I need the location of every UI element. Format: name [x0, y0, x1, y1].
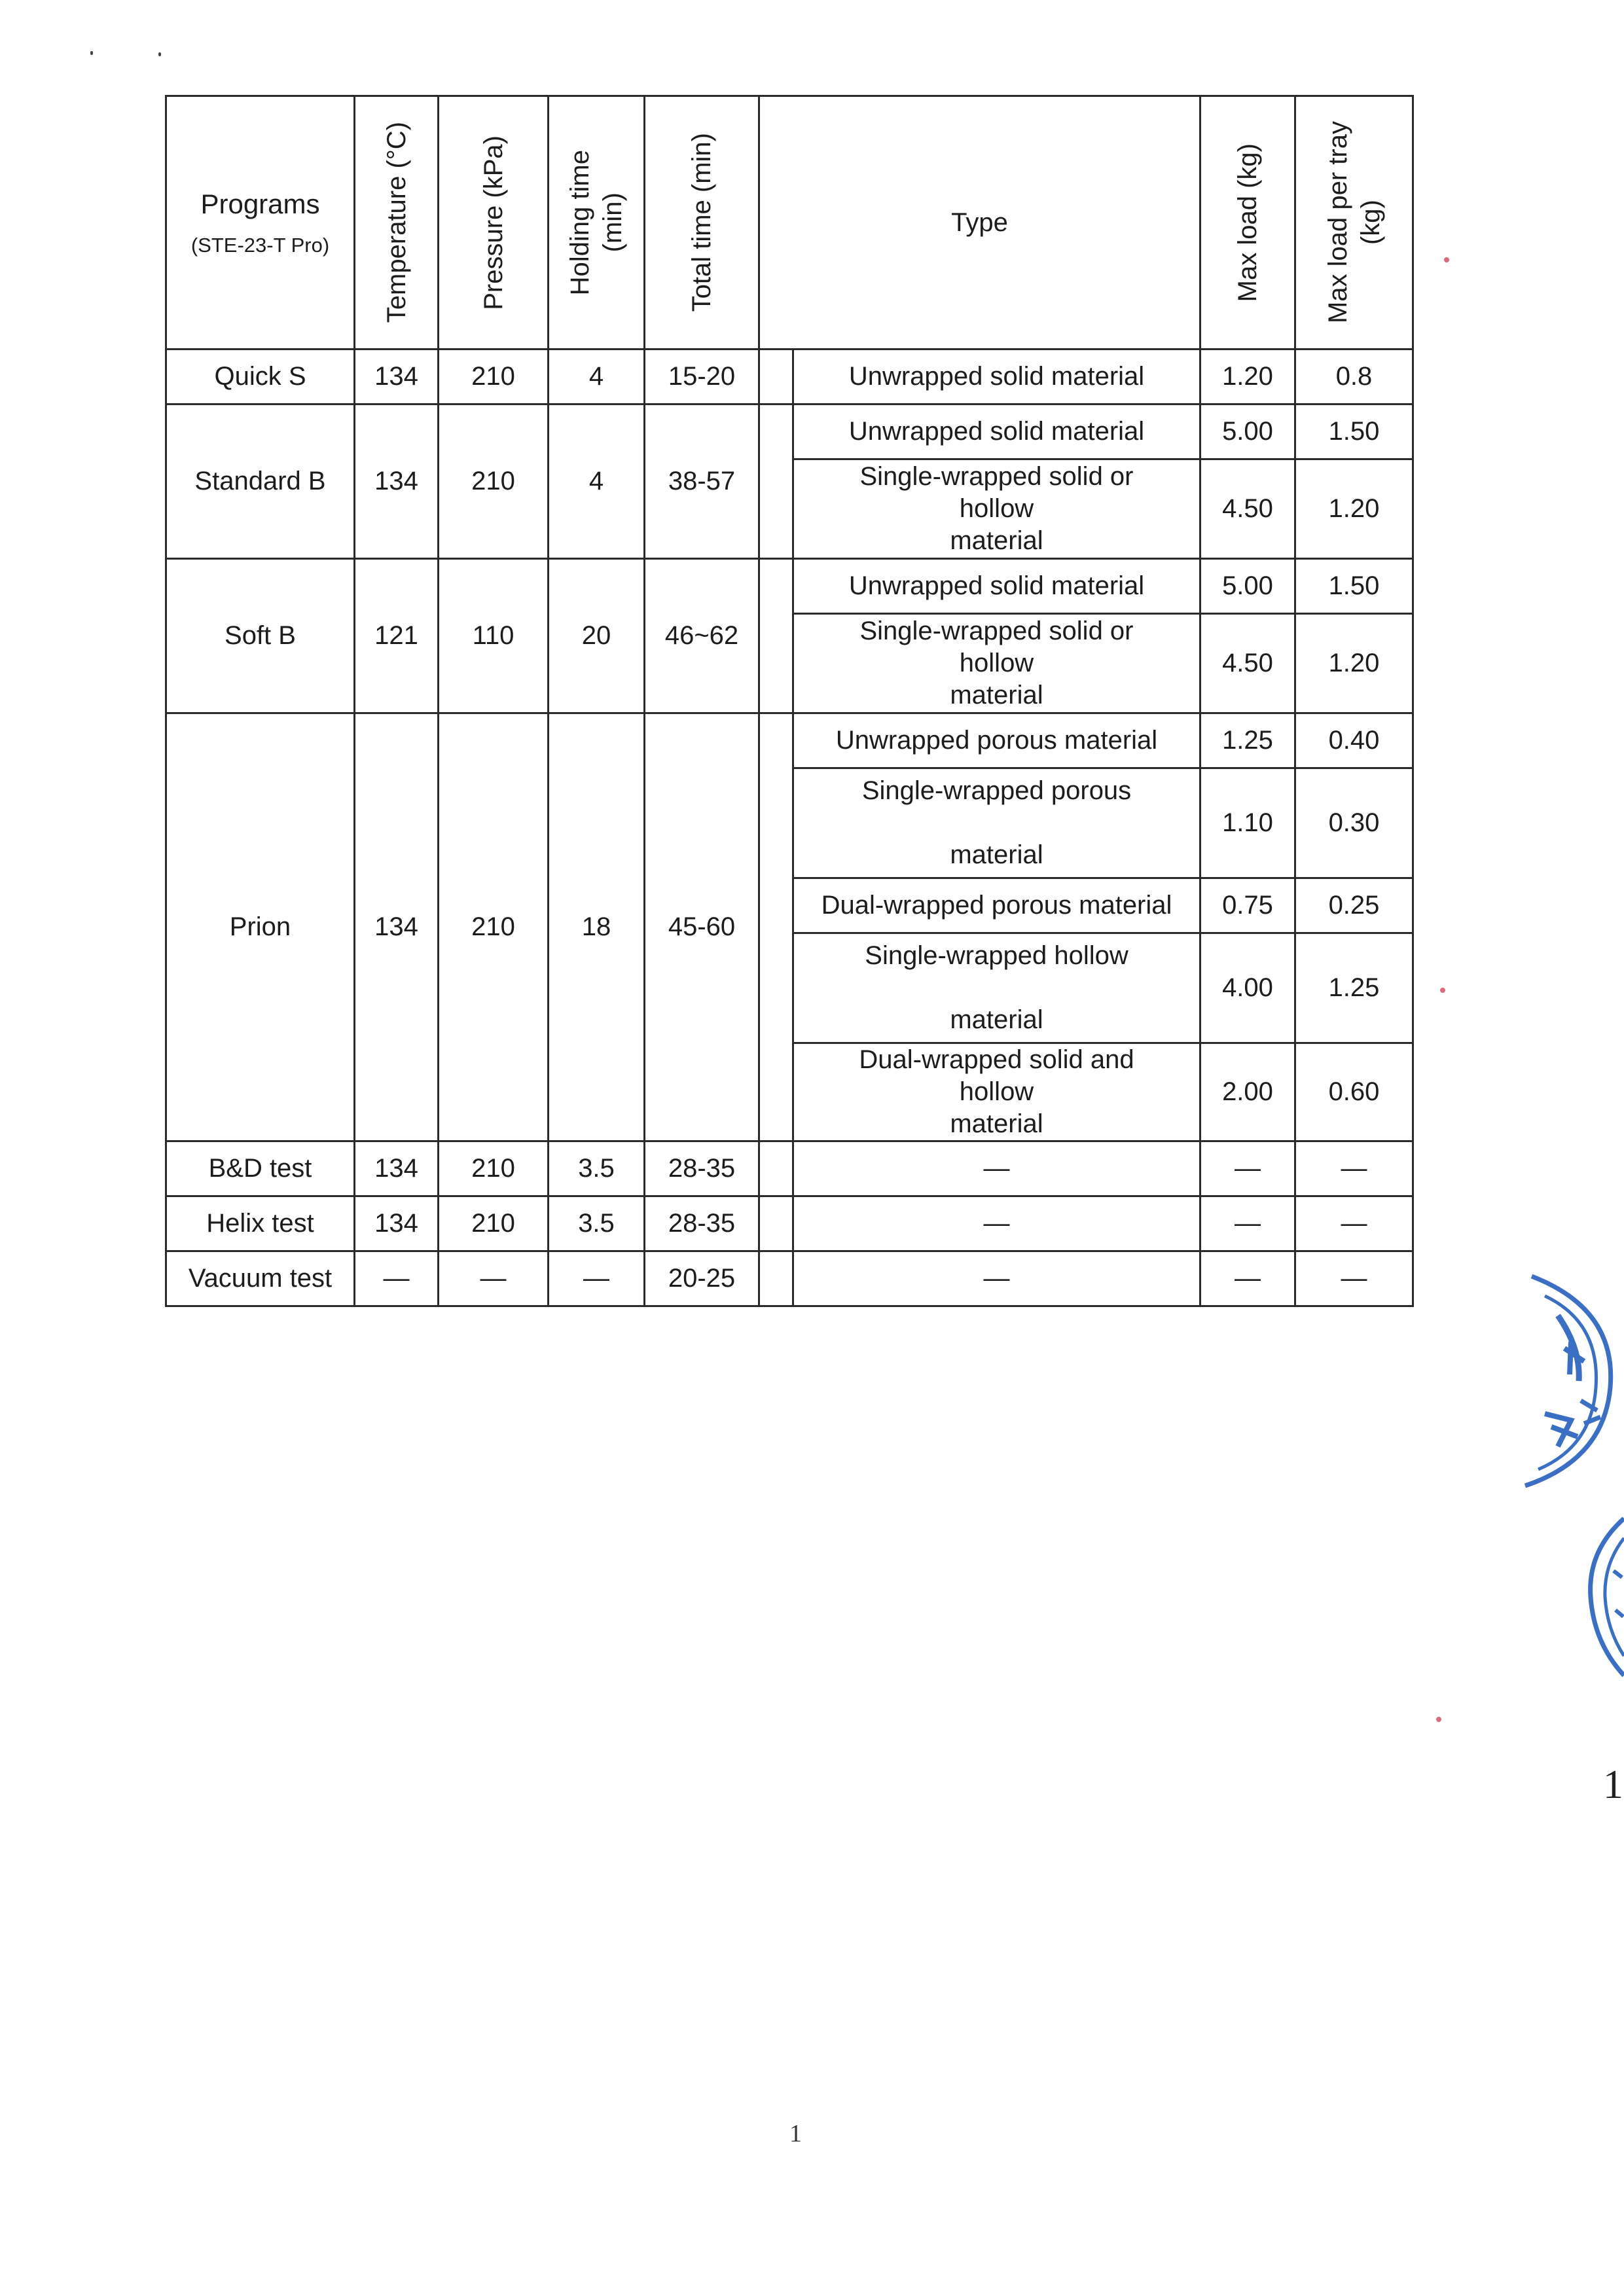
type-label: —: [983, 1209, 1010, 1238]
type-label: Unwrapped solid material: [848, 362, 1145, 391]
max-load-cell: 4.50: [1200, 614, 1295, 713]
max-load-tray-cell: 0.8: [1295, 350, 1413, 404]
type-cell: [793, 1196, 1200, 1251]
table-row: [166, 350, 1413, 404]
max-load-cell: 4.00: [1200, 933, 1295, 1043]
max-load-tray-cell: 0.60: [1295, 1043, 1413, 1141]
total-time-cell: 15-20: [645, 350, 759, 404]
header-max-load-label: Max load (kg): [1233, 143, 1262, 302]
holding-time-cell: 4: [549, 350, 645, 404]
max-load-cell: 1.20: [1200, 350, 1295, 404]
spacer-cell: [759, 559, 793, 713]
program-cell: Vacuum test: [166, 1251, 355, 1306]
table-row: [166, 1141, 1413, 1196]
holding-time-cell: 20: [549, 559, 645, 713]
max-load-tray-cell: —: [1295, 1196, 1413, 1251]
max-load-cell: 1.10: [1200, 768, 1295, 878]
seal-stamp-upper: [1519, 1270, 1624, 1492]
header-row: [166, 96, 1413, 350]
total-time-cell: 20-25: [645, 1251, 759, 1306]
header-pressure: [439, 96, 549, 350]
holding-time-cell: 18: [549, 713, 645, 1141]
program-cell: Helix test: [166, 1196, 355, 1251]
temperature-cell: 134: [355, 713, 439, 1141]
header-holding-time-label: Holding time (min): [566, 149, 627, 296]
margin-dot: [1444, 257, 1449, 262]
max-load-tray-cell: 0.40: [1295, 713, 1413, 768]
program-cell: B&D test: [166, 1141, 355, 1196]
max-load-cell: 5.00: [1200, 559, 1295, 614]
total-time-cell: 45-60: [645, 713, 759, 1141]
header-temperature: [355, 96, 439, 350]
holding-time-cell: —: [549, 1251, 645, 1306]
header-total-time: [645, 96, 759, 350]
spacer-cell: [759, 713, 793, 1141]
header-programs-label: Programs: [200, 188, 320, 220]
max-load-tray-cell: 1.50: [1295, 559, 1413, 614]
type-cell: [793, 459, 1200, 559]
margin-dot: [1440, 988, 1445, 993]
type-label: Single-wrapped hollow material: [865, 941, 1128, 1034]
page-number: 1: [789, 2120, 802, 2147]
header-type: [759, 96, 1200, 350]
spacer-cell: [759, 1196, 793, 1251]
max-load-cell: —: [1200, 1141, 1295, 1196]
max-load-cell: 1.25: [1200, 713, 1295, 768]
program-cell: Standard B: [166, 404, 355, 559]
program-table: [165, 95, 1414, 1307]
type-label: Unwrapped porous material: [835, 726, 1158, 755]
temperature-cell: 134: [355, 404, 439, 559]
holding-time-cell: 3.5: [549, 1141, 645, 1196]
max-load-tray-cell: 1.25: [1295, 933, 1413, 1043]
max-load-tray-cell: 1.20: [1295, 459, 1413, 559]
scan-speck: [158, 52, 161, 56]
pressure-cell: 210: [439, 1141, 549, 1196]
program-cell: Soft B: [166, 559, 355, 713]
header-type-label: Type: [951, 207, 1008, 237]
max-load-tray-cell: 1.50: [1295, 404, 1413, 459]
table-row: [166, 713, 1413, 768]
header-max-load-tray: [1295, 96, 1413, 350]
seal-stamp-lower: [1584, 1512, 1624, 1682]
type-cell: [793, 1043, 1200, 1141]
pressure-cell: 210: [439, 1196, 549, 1251]
type-cell: [793, 559, 1200, 614]
pressure-cell: 210: [439, 350, 549, 404]
header-programs-model: (STE-23-T Pro): [190, 233, 330, 257]
type-label: Unwrapped solid material: [848, 417, 1145, 446]
temperature-cell: 134: [355, 350, 439, 404]
type-label: Unwrapped solid material: [848, 571, 1145, 601]
holding-time-cell: 4: [549, 404, 645, 559]
max-load-cell: 4.50: [1200, 459, 1295, 559]
max-load-cell: 5.00: [1200, 404, 1295, 459]
type-cell: [793, 350, 1200, 404]
program-cell: Quick S: [166, 350, 355, 404]
table-row: [166, 404, 1413, 459]
max-load-tray-cell: —: [1295, 1141, 1413, 1196]
program-cell: Prion: [166, 713, 355, 1141]
type-cell: [793, 614, 1200, 713]
type-cell: [793, 1141, 1200, 1196]
temperature-cell: 134: [355, 1141, 439, 1196]
pressure-cell: 210: [439, 713, 549, 1141]
total-time-cell: 38-57: [645, 404, 759, 559]
pressure-cell: 110: [439, 559, 549, 713]
edge-page-number: 1: [1603, 1763, 1623, 1807]
table-body: [166, 350, 1413, 1306]
type-cell: [793, 878, 1200, 933]
type-cell: [793, 1251, 1200, 1306]
type-cell: [793, 713, 1200, 768]
max-load-cell: 2.00: [1200, 1043, 1295, 1141]
header-total-time-label: Total time (min): [687, 133, 716, 312]
type-cell: [793, 404, 1200, 459]
max-load-cell: —: [1200, 1196, 1295, 1251]
header-programs: [166, 96, 355, 350]
max-load-cell: —: [1200, 1251, 1295, 1306]
holding-time-cell: 3.5: [549, 1196, 645, 1251]
scan-speck: [90, 51, 93, 55]
spacer-cell: [759, 1251, 793, 1306]
spacer-cell: [759, 1141, 793, 1196]
type-label: Single-wrapped solid or hollow material: [859, 462, 1134, 555]
type-label: Dual-wrapped porous material: [821, 891, 1172, 920]
spacer-cell: [759, 350, 793, 404]
temperature-cell: 134: [355, 1196, 439, 1251]
temperature-cell: 121: [355, 559, 439, 713]
table-row: [166, 559, 1413, 614]
max-load-tray-cell: 1.20: [1295, 614, 1413, 713]
pressure-cell: 210: [439, 404, 549, 559]
header-holding-time: [549, 96, 645, 350]
max-load-tray-cell: 0.30: [1295, 768, 1413, 878]
pressure-cell: —: [439, 1251, 549, 1306]
total-time-cell: 46~62: [645, 559, 759, 713]
type-label: Single-wrapped porous material: [861, 776, 1132, 869]
header-temperature-label: Temperature (°C): [382, 122, 411, 323]
max-load-tray-cell: 0.25: [1295, 878, 1413, 933]
total-time-cell: 28-35: [645, 1141, 759, 1196]
type-cell: [793, 933, 1200, 1043]
max-load-tray-cell: —: [1295, 1251, 1413, 1306]
type-cell: [793, 768, 1200, 878]
type-label: —: [983, 1264, 1010, 1293]
max-load-cell: 0.75: [1200, 878, 1295, 933]
type-label: Dual-wrapped solid and hollow material: [859, 1045, 1134, 1138]
header-max-load-tray-label: Max load per tray (kg): [1323, 121, 1385, 324]
total-time-cell: 28-35: [645, 1196, 759, 1251]
table-row: [166, 1251, 1413, 1306]
type-label: —: [983, 1154, 1010, 1183]
header-max-load: [1200, 96, 1295, 350]
margin-dot: [1436, 1717, 1441, 1722]
temperature-cell: —: [355, 1251, 439, 1306]
type-label: Single-wrapped solid or hollow material: [859, 617, 1134, 709]
header-pressure-label: Pressure (kPa): [478, 135, 508, 310]
spacer-cell: [759, 404, 793, 559]
table-row: [166, 1196, 1413, 1251]
